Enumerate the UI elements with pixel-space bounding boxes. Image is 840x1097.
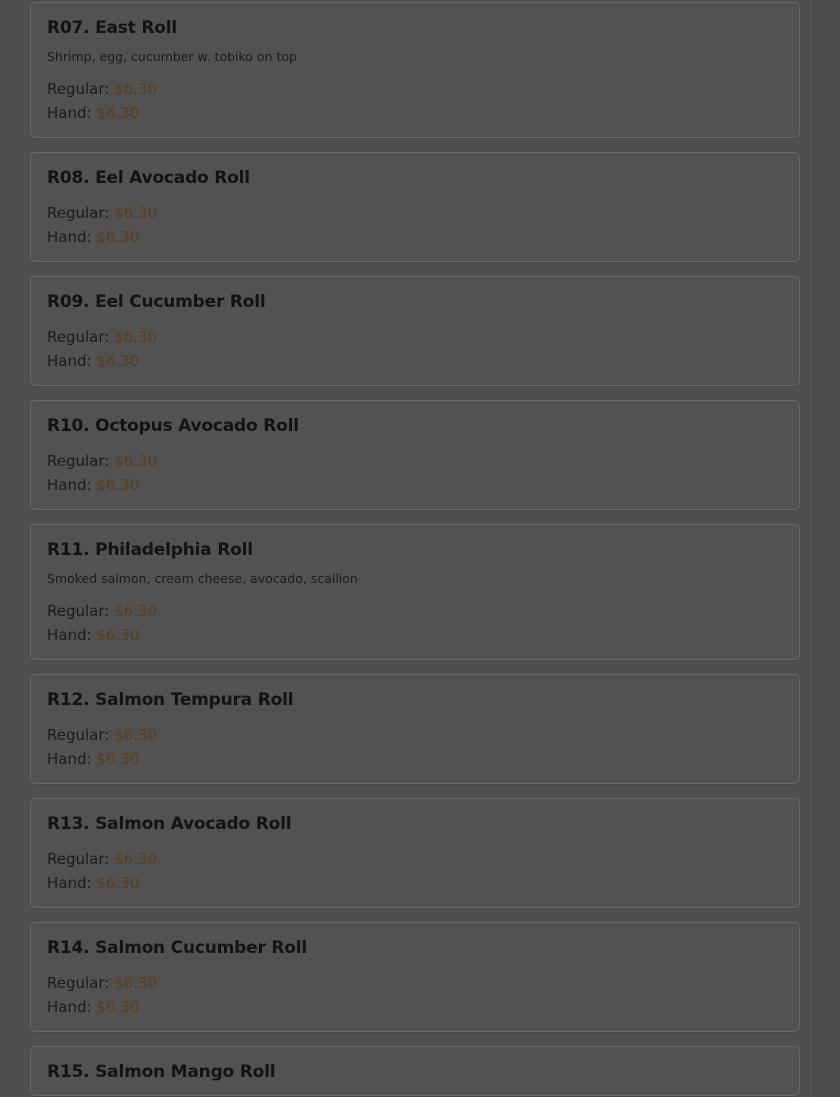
item-name: R10. Octopus Avocado Roll [47, 416, 299, 436]
menu-item-card[interactable] [30, 152, 800, 262]
price-block [47, 599, 783, 647]
hand-label: Hand: [47, 476, 92, 494]
item-name: R13. Salmon Avocado Roll [47, 814, 292, 834]
hand-label: Hand: [47, 874, 92, 892]
menu-item-card[interactable] [30, 1046, 800, 1096]
item-description: Smoked salmon, cream cheese, avocado, scallion [47, 571, 358, 586]
regular-price-row [47, 325, 783, 349]
hand-label: Hand: [47, 998, 92, 1016]
regular-label: Regular: [47, 80, 110, 98]
hand-price-row [47, 101, 783, 125]
hand-price-row [47, 871, 783, 895]
regular-price-row [47, 599, 783, 623]
hand-price-row [47, 225, 783, 249]
scrollbar-track[interactable] [811, 0, 840, 1097]
menu-item-card[interactable] [30, 2, 800, 138]
hand-label: Hand: [47, 750, 92, 768]
item-name: R08. Eel Avocado Roll [47, 168, 250, 188]
regular-price: $6.30 [114, 80, 158, 98]
price-block [47, 77, 783, 125]
regular-price: $6.30 [114, 328, 158, 346]
regular-price-row [47, 77, 783, 101]
hand-price-row [47, 747, 783, 771]
menu-item-list [30, 2, 800, 1097]
price-block [47, 723, 783, 771]
regular-price: $6.30 [114, 974, 158, 992]
menu-item-card[interactable] [30, 524, 800, 660]
hand-price: $6.30 [96, 476, 140, 494]
hand-price: $6.30 [96, 626, 140, 644]
price-block [47, 971, 783, 1019]
hand-price: $6.30 [96, 104, 140, 122]
regular-price-row [47, 449, 783, 473]
regular-price-row [47, 201, 783, 225]
item-name: R15. Salmon Mango Roll [47, 1062, 276, 1082]
hand-price-row [47, 623, 783, 647]
regular-price: $6.30 [114, 602, 158, 620]
regular-price-row [47, 723, 783, 747]
menu-item-card[interactable] [30, 674, 800, 784]
item-name: R11. Philadelphia Roll [47, 540, 253, 560]
hand-price-row [47, 995, 783, 1019]
regular-label: Regular: [47, 452, 110, 470]
menu-item-card[interactable] [30, 276, 800, 386]
hand-label: Hand: [47, 104, 92, 122]
price-block [47, 449, 783, 497]
item-name: R14. Salmon Cucumber Roll [47, 938, 307, 958]
item-name: R07. East Roll [47, 18, 177, 38]
item-name: R09. Eel Cucumber Roll [47, 292, 266, 312]
item-name: R12. Salmon Tempura Roll [47, 690, 294, 710]
hand-price: $6.30 [96, 352, 140, 370]
regular-label: Regular: [47, 204, 110, 222]
regular-price: $6.30 [114, 204, 158, 222]
regular-label: Regular: [47, 850, 110, 868]
hand-label: Hand: [47, 352, 92, 370]
hand-price: $6.30 [96, 750, 140, 768]
regular-price-row [47, 971, 783, 995]
hand-price-row [47, 473, 783, 497]
regular-label: Regular: [47, 974, 110, 992]
regular-price: $6.30 [114, 726, 158, 744]
hand-label: Hand: [47, 228, 92, 246]
regular-label: Regular: [47, 602, 110, 620]
price-block [47, 201, 783, 249]
price-block [47, 325, 783, 373]
hand-price: $6.30 [96, 874, 140, 892]
regular-label: Regular: [47, 726, 110, 744]
hand-label: Hand: [47, 626, 92, 644]
price-block [47, 847, 783, 895]
item-description: Shrimp, egg, cucumber w. tobiko on top [47, 49, 297, 64]
menu-item-card[interactable] [30, 798, 800, 908]
regular-label: Regular: [47, 328, 110, 346]
regular-price: $6.30 [114, 452, 158, 470]
hand-price-row [47, 349, 783, 373]
hand-price: $6.30 [96, 998, 140, 1016]
regular-price-row [47, 847, 783, 871]
regular-price: $6.30 [114, 850, 158, 868]
hand-price: $6.30 [96, 228, 140, 246]
menu-item-card[interactable] [30, 400, 800, 510]
menu-item-card[interactable] [30, 922, 800, 1032]
